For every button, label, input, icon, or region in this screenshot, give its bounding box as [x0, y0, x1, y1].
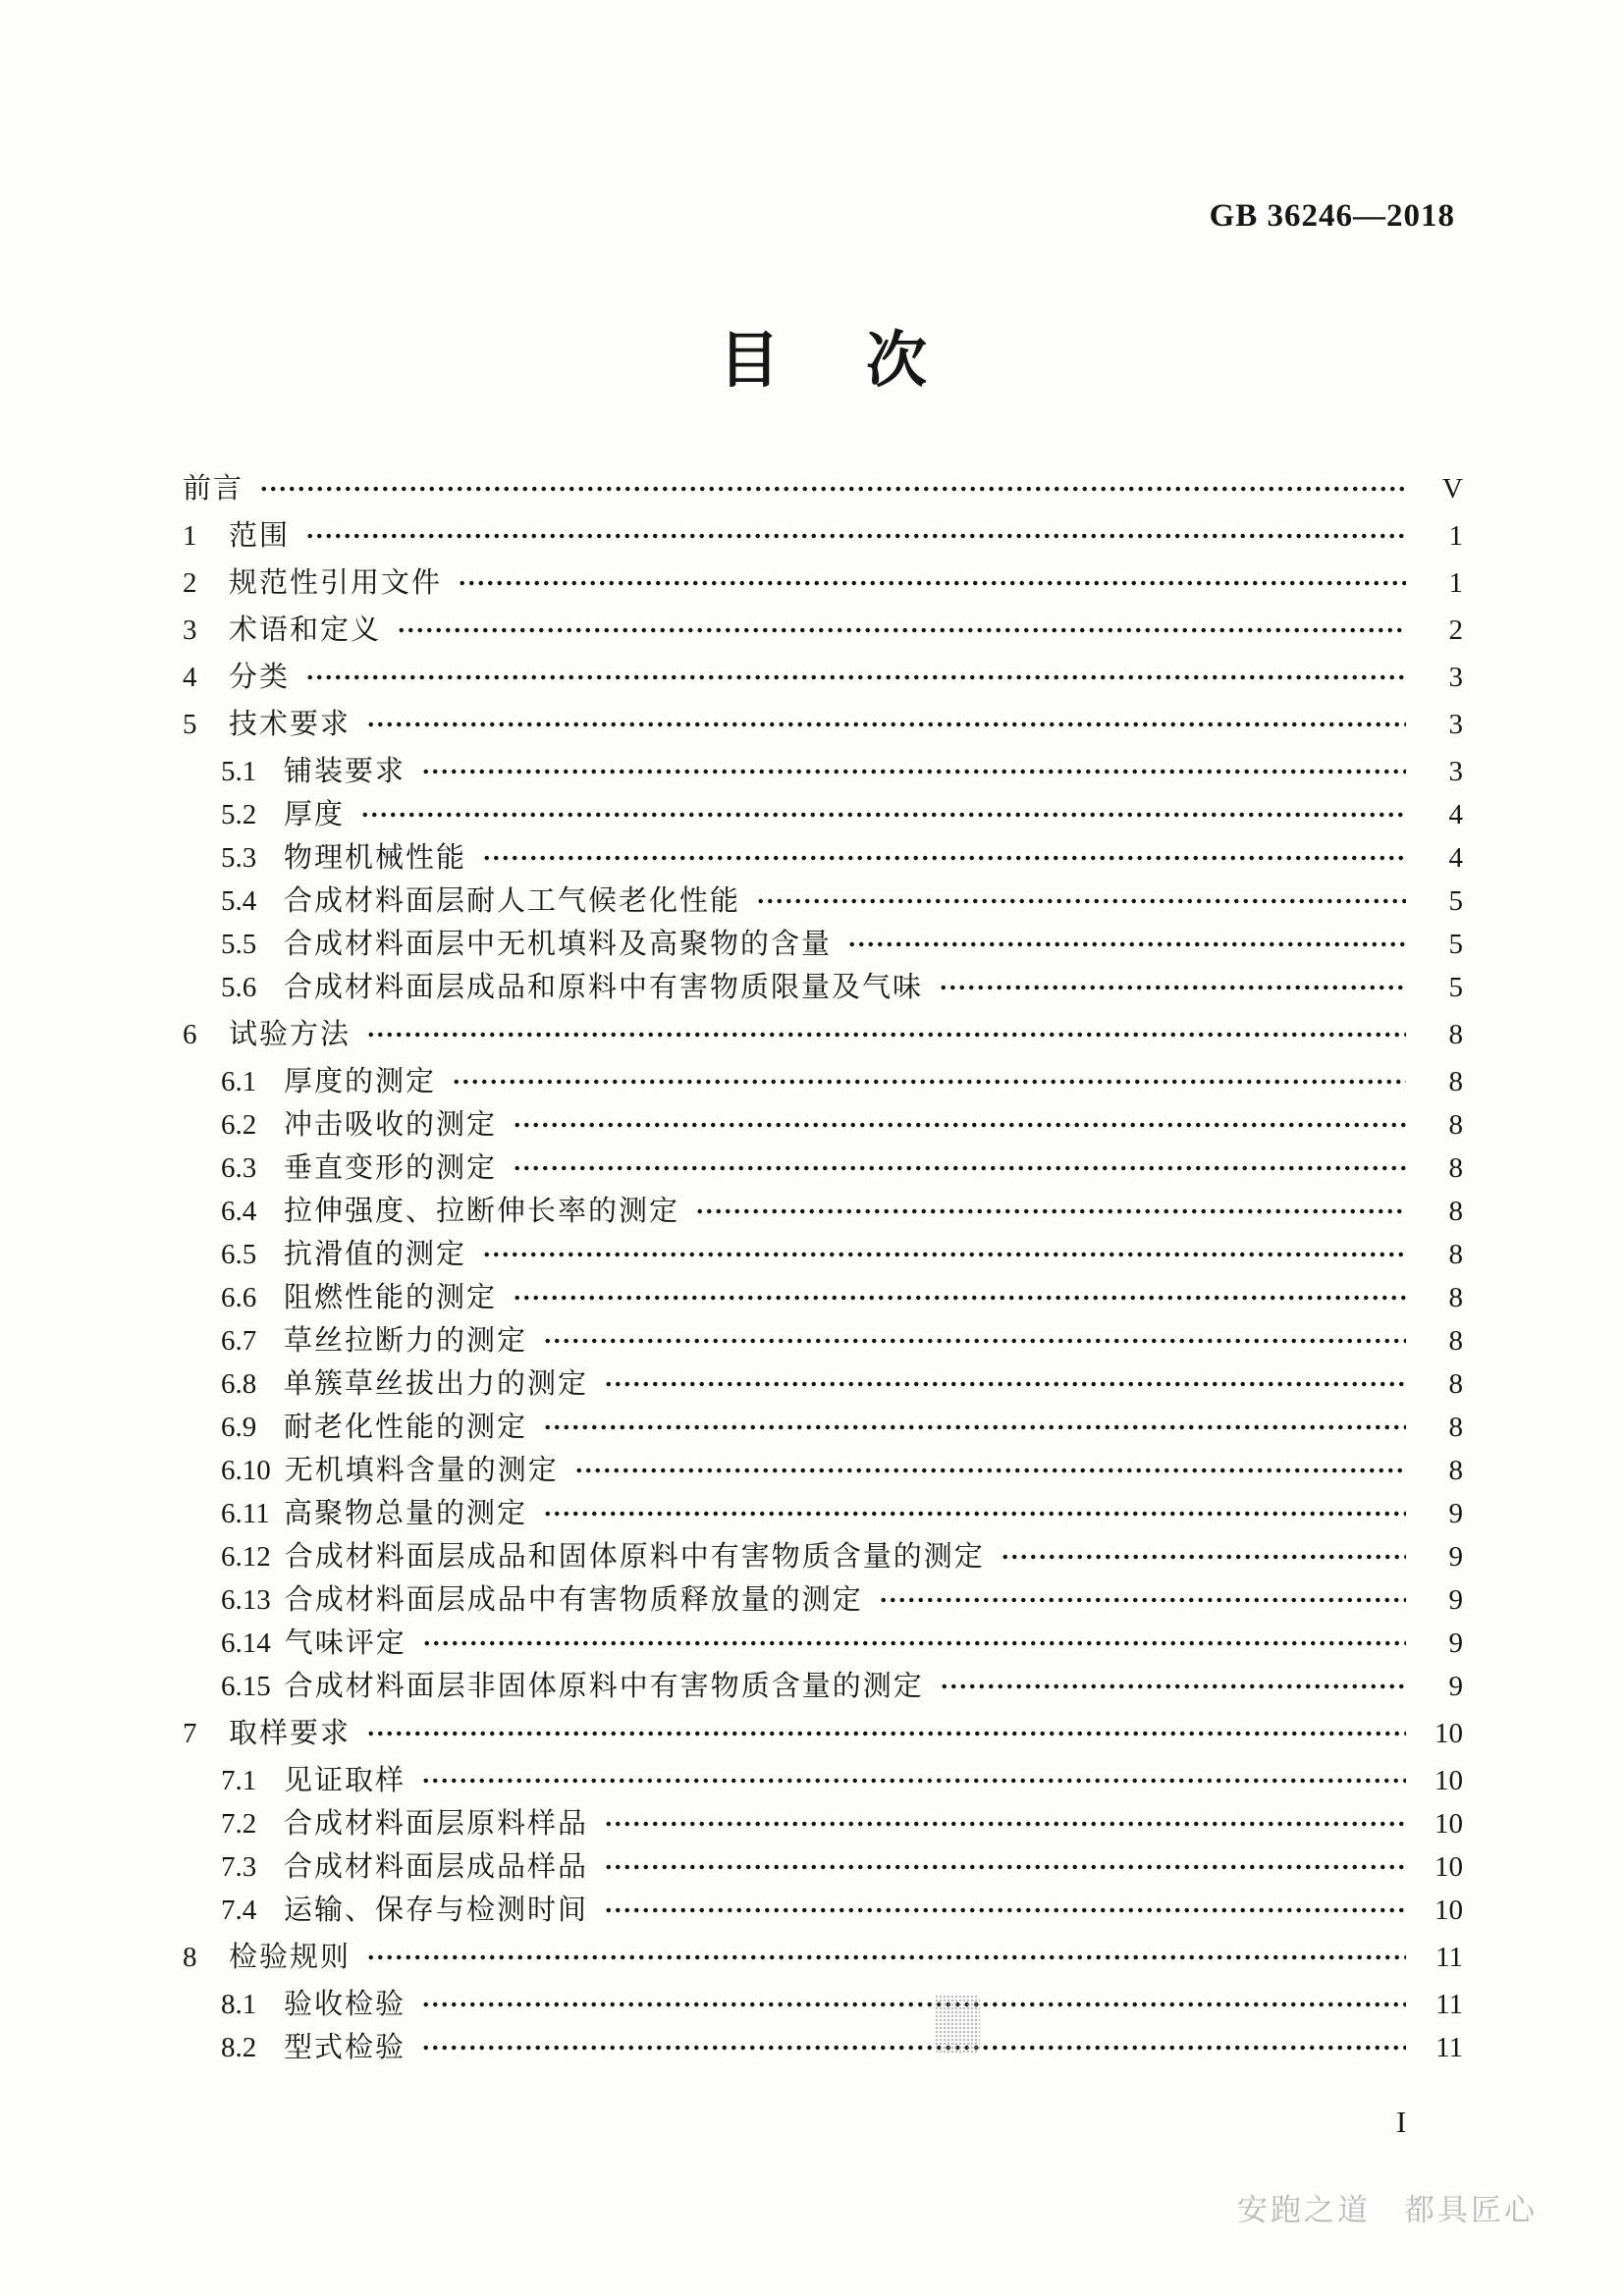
toc-dot-leader: [604, 1862, 1406, 1872]
table-of-contents: [183, 463, 1463, 2069]
toc-entry: [183, 467, 1463, 510]
toc-dot-leader: [756, 896, 1406, 906]
toc-dot-leader: [543, 1422, 1406, 1432]
toc-dot-leader: [305, 672, 1406, 682]
toc-entry-page: 10: [1435, 1807, 1463, 1840]
toc-dot-leader: [421, 767, 1406, 776]
toc-entry-number: 8.2: [221, 2031, 257, 2063]
toc-entry-number: 5.5: [221, 928, 257, 960]
toc-entry-number: 6.11: [221, 1497, 270, 1529]
toc-entry-number: 5.2: [221, 798, 257, 830]
toc-entry-label: 检验规则: [229, 1941, 352, 1973]
toc-entry-label: 耐老化性能的测定: [284, 1411, 528, 1443]
toc-entry-page: 10: [1435, 1764, 1463, 1796]
toc-entry-number: 6.9: [221, 1411, 257, 1443]
toc-entry-number: 8.1: [221, 1988, 257, 2020]
toc-entry: [183, 1449, 1463, 1492]
scan-stamp-artifact: [935, 1995, 980, 2054]
toc-entry: [183, 1147, 1463, 1190]
toc-entry: [183, 514, 1463, 558]
toc-entry-label: 合成材料面层耐人工气候老化性能: [284, 884, 741, 917]
toc-dot-leader: [305, 531, 1406, 541]
toc-entry-page: 11: [1435, 1941, 1463, 1973]
toc-dot-leader: [574, 1466, 1406, 1475]
toc-entry-label: 合成材料面层非固体原料中有害物质含量的测定: [284, 1670, 924, 1702]
toc-dot-leader: [939, 983, 1406, 992]
toc-entry-page: 11: [1435, 1988, 1463, 2020]
toc-entry-page: 9: [1448, 1670, 1463, 1702]
toc-entry: [183, 923, 1463, 966]
toc-entry-label: 合成材料面层成品和固体原料中有害物质含量的测定: [284, 1540, 985, 1573]
toc-entry-number: 7.3: [221, 1850, 257, 1883]
toc-entry-number: 5.6: [221, 971, 257, 1003]
toc-entry: [183, 1492, 1463, 1535]
toc-entry-number: 6.1: [221, 1065, 257, 1097]
roman-page-number: I: [1396, 2105, 1407, 2139]
toc-entry-page: 8: [1448, 1195, 1463, 1227]
toc-entry: [183, 703, 1463, 746]
toc-entry-label: 厚度的测定: [284, 1065, 437, 1097]
standard-code: GB 36246—2018: [1209, 198, 1455, 234]
toc-entry-page: 3: [1448, 755, 1463, 787]
toc-entry-page: 8: [1448, 1065, 1463, 1097]
toc-entry-label: 分类: [229, 661, 291, 693]
toc-entry-label: 气味评定: [284, 1627, 406, 1659]
toc-entry-label: 拉伸强度、拉断伸长率的测定: [284, 1195, 680, 1227]
toc-dot-leader: [259, 484, 1406, 494]
page-title: [183, 328, 1463, 395]
toc-entry-number: 6.4: [221, 1195, 257, 1227]
toc-entry-page: 8: [1448, 1367, 1463, 1400]
toc-dot-leader: [879, 1595, 1406, 1605]
toc-dot-leader: [513, 1293, 1406, 1303]
page-title-char-1: 目: [718, 328, 780, 395]
toc-entry-label: 厚度: [284, 798, 346, 830]
toc-dot-leader: [543, 1336, 1406, 1346]
toc-entry: [183, 1362, 1463, 1406]
toc-entry: [183, 1190, 1463, 1233]
toc-dot-leader: [421, 2000, 1406, 2009]
toc-entry-label: 合成材料面层成品中有害物质释放量的测定: [284, 1583, 863, 1616]
toc-entry-label: 前言: [183, 472, 244, 505]
toc-dot-leader: [366, 1952, 1406, 1962]
toc-entry-page: 9: [1448, 1540, 1463, 1573]
toc-entry-label: 单簇草丝拔出力的测定: [284, 1367, 589, 1400]
toc-entry: [183, 1535, 1463, 1578]
toc-entry: [183, 656, 1463, 699]
toc-entry-number: 7: [183, 1717, 197, 1749]
toc-entry-page: 1: [1448, 566, 1463, 599]
toc-entry-page: 8: [1448, 1238, 1463, 1270]
toc-entry: [183, 1712, 1463, 1755]
toc-entry-label: 术语和定义: [229, 614, 382, 646]
toc-entry-page: 8: [1448, 1411, 1463, 1443]
toc-entry-label: 阻燃性能的测定: [284, 1281, 498, 1313]
toc-entry-number: 5.4: [221, 884, 257, 917]
toc-entry-label: 无机填料含量的测定: [284, 1454, 559, 1486]
toc-entry-page: 4: [1448, 798, 1463, 830]
toc-entry-label: 垂直变形的测定: [284, 1151, 498, 1184]
toc-entry-number: 8: [183, 1941, 197, 1973]
toc-dot-leader: [366, 1030, 1406, 1040]
toc-entry-page: 8: [1448, 1454, 1463, 1486]
toc-entry-number: 7.4: [221, 1894, 257, 1926]
toc-entry-number: 6.10: [221, 1454, 271, 1486]
toc-entry-label: 合成材料面层成品样品: [284, 1850, 589, 1883]
toc-entry-page: 5: [1448, 928, 1463, 960]
toc-entry-number: 7.2: [221, 1807, 257, 1840]
toc-entry: [183, 880, 1463, 923]
toc-dot-leader: [366, 1729, 1406, 1738]
toc-dot-leader: [458, 578, 1406, 588]
toc-entry-number: 6.8: [221, 1367, 257, 1400]
toc-entry-label: 合成材料面层原料样品: [284, 1807, 589, 1840]
toc-entry-number: 6.15: [221, 1670, 271, 1702]
toc-dot-leader: [695, 1206, 1406, 1216]
watermark-text: 安跑之道 都具匠心: [1237, 2193, 1538, 2227]
toc-entry-label: 技术要求: [229, 708, 352, 740]
toc-entry: [183, 1276, 1463, 1319]
toc-entry: [183, 2026, 1463, 2069]
toc-entry-number: 6.2: [221, 1108, 257, 1141]
toc-dot-leader: [421, 2043, 1406, 2053]
toc-entry-label: 试验方法: [229, 1018, 352, 1050]
toc-entry-number: 2: [183, 566, 197, 599]
toc-entry-page: 8: [1448, 1108, 1463, 1141]
toc-dot-leader: [452, 1077, 1406, 1087]
toc-entry: [183, 793, 1463, 836]
toc-entry: [183, 609, 1463, 652]
toc-dot-leader: [543, 1509, 1406, 1519]
toc-entry-number: 5.1: [221, 755, 257, 787]
toc-entry-page: 3: [1448, 708, 1463, 740]
toc-entry-page: 4: [1448, 841, 1463, 874]
toc-entry-page: 9: [1448, 1627, 1463, 1659]
toc-dot-leader: [482, 1250, 1406, 1259]
toc-entry-label: 抗滑值的测定: [284, 1238, 467, 1270]
toc-dot-leader: [360, 810, 1406, 820]
toc-entry-page: 9: [1448, 1497, 1463, 1529]
toc-entry-label: 见证取样: [284, 1764, 406, 1796]
toc-entry-number: 6.6: [221, 1281, 257, 1313]
toc-dot-leader: [482, 853, 1406, 863]
toc-entry-number: 5: [183, 708, 197, 740]
toc-entry: [183, 1889, 1463, 1932]
toc-entry-number: 6.3: [221, 1151, 257, 1184]
toc-entry-label: 合成材料面层中无机填料及高聚物的含量: [284, 928, 833, 960]
toc-entry: [183, 1060, 1463, 1103]
toc-entry-page: 10: [1435, 1717, 1463, 1749]
toc-entry-label: 冲击吸收的测定: [284, 1108, 498, 1141]
toc-entry-number: 6: [183, 1018, 197, 1050]
toc-entry-page: 1: [1448, 519, 1463, 552]
toc-entry-page: 8: [1448, 1324, 1463, 1357]
toc-entry: [183, 1406, 1463, 1449]
toc-entry: [183, 1103, 1463, 1147]
toc-entry: [183, 1578, 1463, 1622]
toc-entry-page: 8: [1448, 1281, 1463, 1313]
toc-entry-number: 3: [183, 614, 197, 646]
toc-entry: [183, 1983, 1463, 2026]
toc-entry-label: 铺装要求: [284, 755, 406, 787]
toc-entry: [183, 1759, 1463, 1802]
toc-entry-label: 验收检验: [284, 1988, 406, 2020]
toc-entry-label: 规范性引用文件: [229, 566, 443, 599]
toc-entry: [183, 836, 1463, 880]
toc-entry-page: 5: [1448, 971, 1463, 1003]
toc-entry-page: 2: [1448, 614, 1463, 646]
toc-dot-leader: [847, 939, 1406, 949]
toc-entry: [183, 750, 1463, 793]
page-title-char-2: 次: [866, 328, 928, 395]
toc-entry-page: V: [1442, 472, 1463, 505]
toc-entry-number: 6.13: [221, 1583, 271, 1616]
toc-entry-number: 6.7: [221, 1324, 257, 1357]
toc-entry-label: 合成材料面层成品和原料中有害物质限量及气味: [284, 971, 924, 1003]
toc-entry-label: 高聚物总量的测定: [284, 1497, 528, 1529]
toc-dot-leader: [397, 625, 1406, 635]
toc-entry-number: 6.14: [221, 1627, 271, 1659]
toc-entry-page: 10: [1435, 1850, 1463, 1883]
toc-entry-number: 4: [183, 661, 197, 693]
toc-entry-label: 物理机械性能: [284, 841, 467, 874]
toc-entry-label: 型式检验: [284, 2031, 406, 2063]
toc-entry-page: 5: [1448, 884, 1463, 917]
toc-entry-label: 运输、保存与检测时间: [284, 1894, 589, 1926]
toc-entry-label: 草丝拉断力的测定: [284, 1324, 528, 1357]
toc-entry: [183, 1665, 1463, 1708]
toc-dot-leader: [604, 1819, 1406, 1829]
toc-entry: [183, 1845, 1463, 1889]
toc-entry-number: 7.1: [221, 1764, 257, 1796]
toc-entry-number: 6.5: [221, 1238, 257, 1270]
toc-entry-label: 取样要求: [229, 1717, 352, 1749]
toc-entry: [183, 561, 1463, 605]
toc-dot-leader: [513, 1120, 1406, 1130]
toc-entry: [183, 1936, 1463, 1979]
toc-entry-page: 10: [1435, 1894, 1463, 1926]
toc-entry-number: 5.3: [221, 841, 257, 874]
toc-entry-page: 9: [1448, 1583, 1463, 1616]
toc-entry-page: 3: [1448, 661, 1463, 693]
toc-entry: [183, 1622, 1463, 1665]
toc-entry: [183, 1013, 1463, 1056]
toc-entry-label: 范围: [229, 519, 291, 552]
toc-entry-page: 8: [1448, 1151, 1463, 1184]
toc-entry: [183, 1319, 1463, 1362]
toc-entry-page: 8: [1448, 1018, 1463, 1050]
toc-dot-leader: [604, 1379, 1406, 1389]
toc-dot-leader: [513, 1163, 1406, 1173]
toc-entry: [183, 1233, 1463, 1276]
toc-dot-leader: [604, 1905, 1406, 1915]
toc-dot-leader: [940, 1682, 1406, 1691]
toc-entry-number: 1: [183, 519, 197, 552]
toc-entry: [183, 966, 1463, 1009]
toc-entry-number: 6.12: [221, 1540, 271, 1573]
toc-dot-leader: [421, 1776, 1406, 1786]
toc-dot-leader: [366, 720, 1406, 729]
toc-dot-leader: [422, 1638, 1406, 1648]
toc-entry: [183, 1802, 1463, 1845]
toc-dot-leader: [1001, 1552, 1406, 1562]
toc-entry-page: 11: [1435, 2031, 1463, 2063]
